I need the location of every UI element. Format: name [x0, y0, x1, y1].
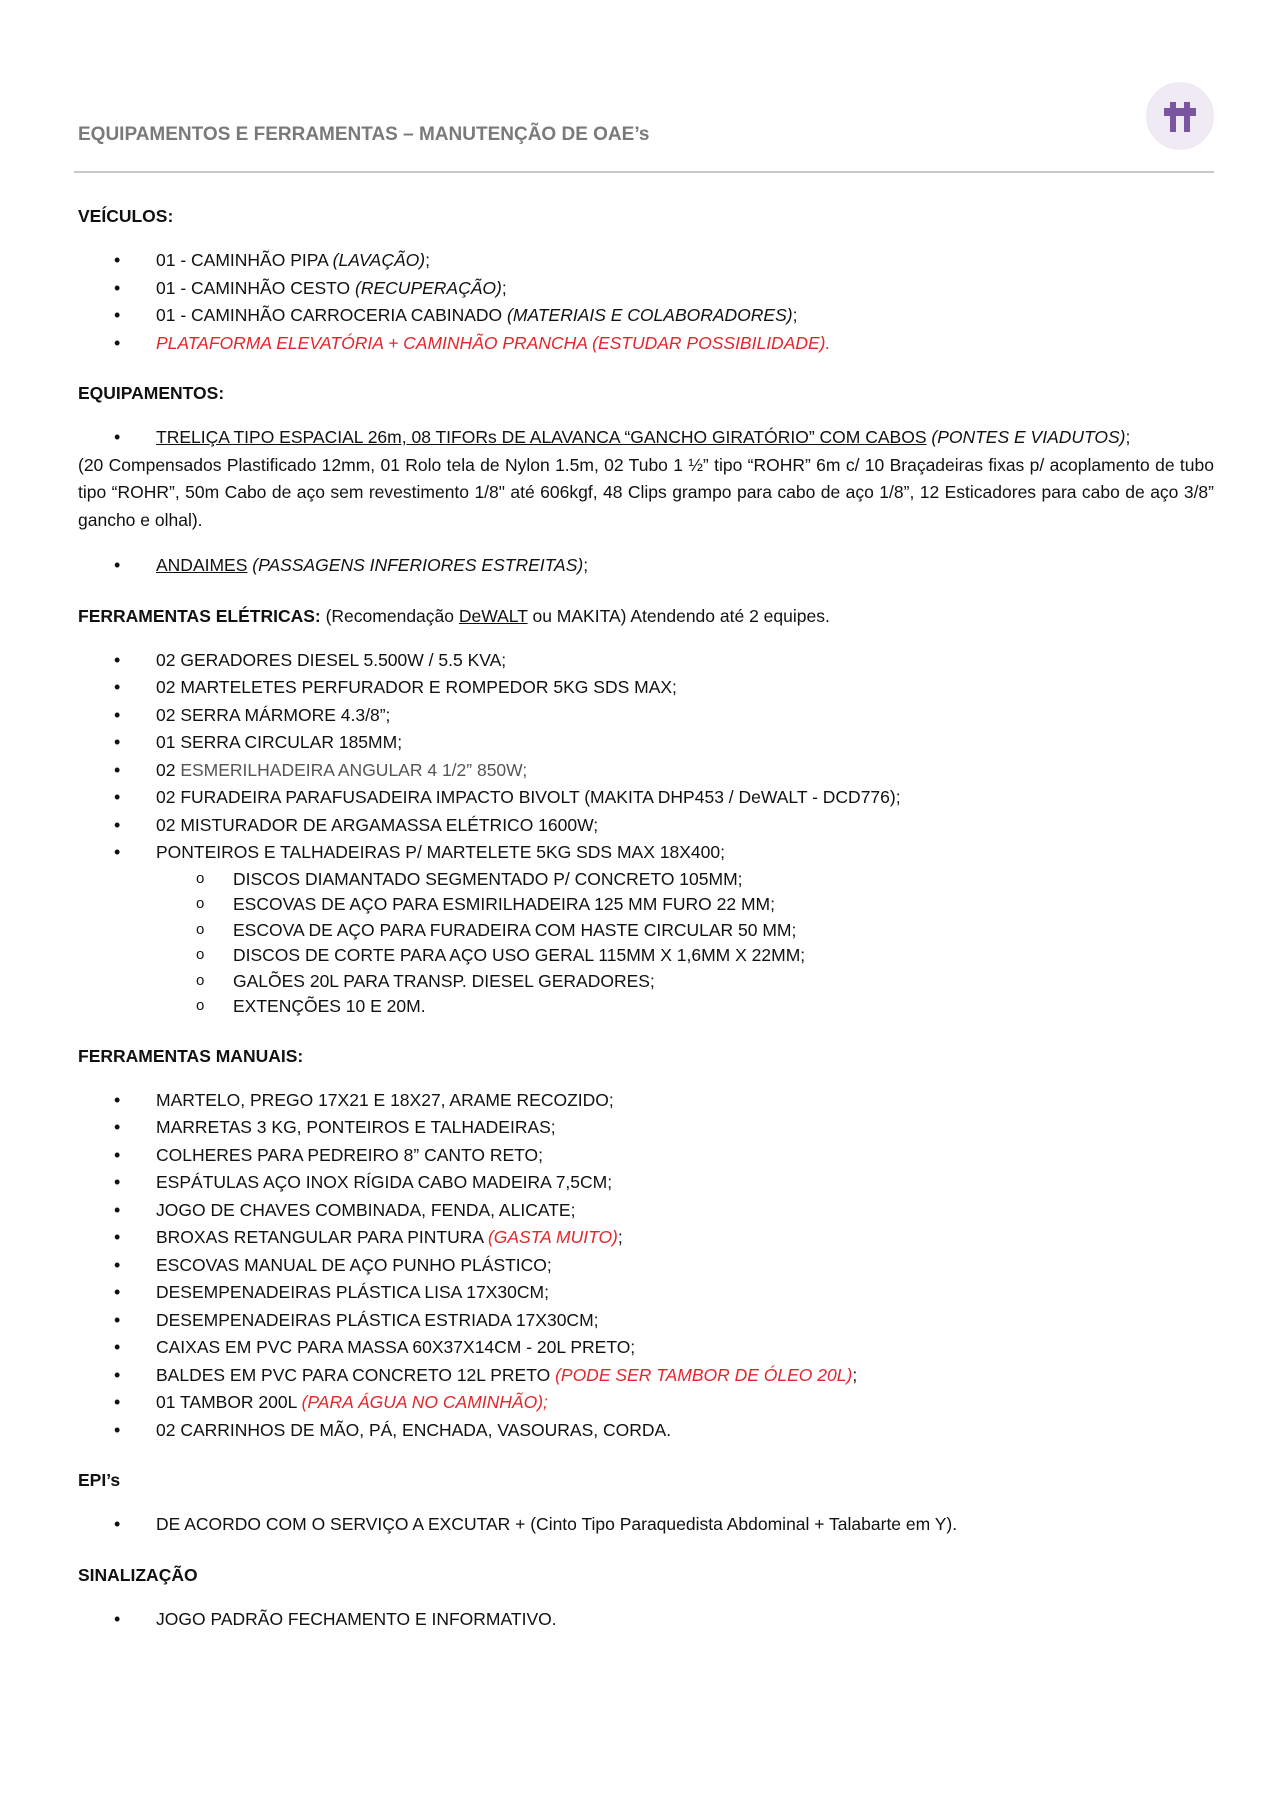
list-item: • MARTELO, PREGO 17X21 E 18X27, ARAME RECOZIDO; [78, 1087, 1214, 1115]
andaimes-list [78, 552, 1214, 580]
list-item-andaimes: • ANDAIMES (PASSAGENS INFERIORES ESTREITAS); [78, 552, 1214, 580]
sub-list-item: o DISCOS DIAMANTADO SEGMENTADO P/ CONCRETO 105MM; [78, 867, 1214, 893]
list-item: • 01 - CAMINHÃO PIPA (LAVAÇÃO); [78, 247, 1214, 275]
list-item: • PONTEIROS E TALHADEIRAS P/ MARTELETE 5KG SDS MAX 18X400; [78, 839, 1214, 867]
list-item: • CAIXAS EM PVC PARA MASSA 60X37X14CM - 20L PRETO; [78, 1334, 1214, 1362]
sub-list-item: o ESCOVA DE AÇO PARA FURADEIRA COM HASTE CIRCULAR 50 MM; [78, 918, 1214, 944]
page-header-title: EQUIPAMENTOS E FERRAMENTAS – MANUTENÇÃO DE OAE’s [78, 124, 650, 145]
eletricas-list [78, 647, 1214, 1020]
list-item: • DE ACORDO COM O SERVIÇO A EXCUTAR + (Cinto Tipo Paraquedista Abdominal + Talabarte em Y). [78, 1511, 1214, 1539]
list-item: • 01 SERRA CIRCULAR 185MM; [78, 729, 1214, 757]
list-item: • 02 CARRINHOS DE MÃO, PÁ, ENCHADA, VASOURAS, CORDA. [78, 1417, 1214, 1445]
list-item: • 01 - CAMINHÃO CESTO (RECUPERAÇÃO); [78, 275, 1214, 303]
list-item: • 02 SERRA MÁRMORE 4.3/8”; [78, 702, 1214, 730]
list-item: • 02 FURADEIRA PARAFUSADEIRA IMPACTO BIVOLT (MAKITA DHP453 / DeWALT - DCD776); [78, 784, 1214, 812]
equipamentos-list [78, 424, 1214, 452]
road-logo-icon [1146, 82, 1214, 150]
list-item-trelica: • TRELIÇA TIPO ESPACIAL 26m, 08 TIFORs DE ALAVANCA “GANCHO GIRATÓRIO” COM CABOS (PONTES E VIADUTOS); [78, 424, 1214, 452]
section-heading-manuais: FERRAMENTAS MANUAIS: [78, 1045, 304, 1066]
list-item: • JOGO DE CHAVES COMBINADA, FENDA, ALICATE; [78, 1197, 1214, 1225]
list-item: • 01 TAMBOR 200L (PARA ÁGUA NO CAMINHÃO); [78, 1389, 1214, 1417]
sub-list-item: o ESCOVAS DE AÇO PARA ESMIRILHADEIRA 125 MM FURO 22 MM; [78, 892, 1214, 918]
list-item: • MARRETAS 3 KG, PONTEIROS E TALHADEIRAS; [78, 1114, 1214, 1142]
sinalizacao-list [78, 1606, 1214, 1634]
list-item: • 02 MARTELETES PERFURADOR E ROMPEDOR 5KG SDS MAX; [78, 674, 1214, 702]
section-heading-equipamentos: EQUIPAMENTOS: [78, 383, 225, 403]
list-item: • 02 MISTURADOR DE ARGAMASSA ELÉTRICO 1600W; [78, 812, 1214, 840]
sub-list-item: o GALÕES 20L PARA TRANSP. DIESEL GERADORES; [78, 969, 1214, 995]
veiculos-list [78, 247, 1214, 357]
list-item: • JOGO PADRÃO FECHAMENTO E INFORMATIVO. [78, 1606, 1214, 1634]
trelica-details-paragraph: (20 Compensados Plastificado 12mm, 01 Rolo tela de Nylon 1.5m, 02 Tubo 1 ½” tipo “ROHR” 6m c/ 10 Braçadeiras fixas p/ acoplamento de tubo tipo “ROHR”, 50m Cabo de aço sem revestimento 1/8" até 606kgf, 48 Clips grampo para cabo de aço 1/8”, 12 Esticadores para cabo de aço 3/8” gancho e olhal). [78, 454, 1214, 530]
manuais-list [78, 1087, 1214, 1445]
list-item: • 01 - CAMINHÃO CARROCERIA CABINADO (MATERIAIS E COLABORADORES); [78, 302, 1214, 330]
sub-list-item: o DISCOS DE CORTE PARA AÇO USO GERAL 115MM X 1,6MM X 22MM; [78, 943, 1214, 969]
list-item: • ESPÁTULAS AÇO INOX RÍGIDA CABO MADEIRA 7,5CM; [78, 1169, 1214, 1197]
list-item: • BALDES EM PVC PARA CONCRETO 12L PRETO (PODE SER TAMBOR DE ÓLEO 20L); [78, 1362, 1214, 1390]
section-heading-veiculos: VEÍCULOS: [78, 206, 174, 226]
eletricas-sublist [78, 867, 1214, 1020]
section-heading-eletricas: FERRAMENTAS ELÉTRICAS: (Recomendação DeWALT ou MAKITA) Atendendo até 2 equipes. [78, 605, 830, 626]
header-divider [74, 171, 1214, 173]
list-item: • 02 ESMERILHADEIRA ANGULAR 4 1/2” 850W; [78, 757, 1214, 785]
list-item: • BROXAS RETANGULAR PARA PINTURA (GASTA MUITO); [78, 1224, 1214, 1252]
epis-list [78, 1511, 1214, 1539]
list-item-highlight: • PLATAFORMA ELEVATÓRIA + CAMINHÃO PRANCHA (ESTUDAR POSSIBILIDADE). [78, 330, 1214, 358]
document-body [78, 192, 1214, 1657]
sub-list-item: o EXTENÇÕES 10 E 20M. [78, 994, 1214, 1020]
list-item: • 02 GERADORES DIESEL 5.500W / 5.5 KVA; [78, 647, 1214, 675]
list-item: • DESEMPENADEIRAS PLÁSTICA LISA 17X30CM; [78, 1279, 1214, 1307]
list-item: • DESEMPENADEIRAS PLÁSTICA ESTRIADA 17X30CM; [78, 1307, 1214, 1335]
section-heading-sinalizacao: SINALIZAÇÃO [78, 1564, 198, 1585]
section-heading-epis: EPI’s [78, 1470, 121, 1490]
list-item: • COLHERES PARA PEDREIRO 8” CANTO RETO; [78, 1142, 1214, 1170]
list-item: • ESCOVAS MANUAL DE AÇO PUNHO PLÁSTICO; [78, 1252, 1214, 1280]
